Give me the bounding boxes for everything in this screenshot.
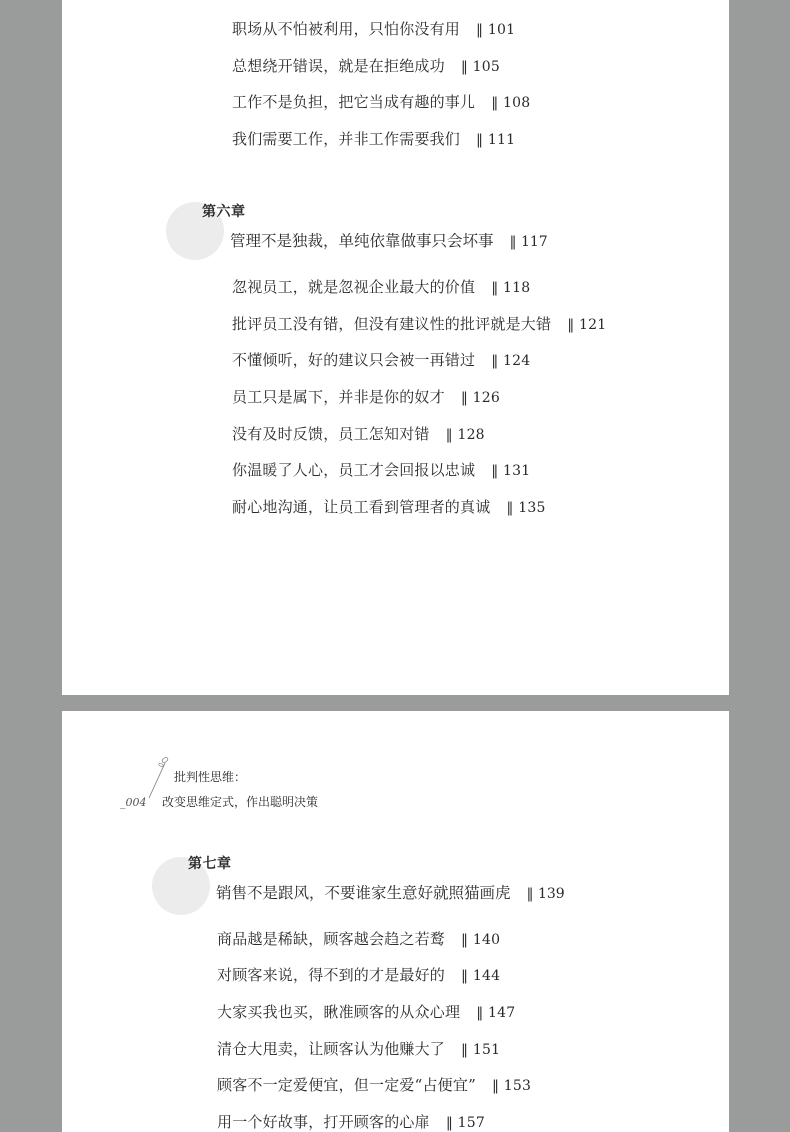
toc-entry-title: 职场从不怕被利用，只怕你没有用: [232, 20, 461, 38]
toc-entry-page: ‖ 101: [476, 22, 516, 38]
toc-entry[interactable]: [232, 129, 515, 150]
toc-entry[interactable]: [217, 929, 500, 950]
toc-entry[interactable]: [217, 1075, 531, 1096]
toc-entry-page: ‖ 140: [461, 932, 501, 948]
sprout-icon: [146, 755, 170, 799]
toc-entry[interactable]: [217, 965, 500, 986]
toc-entry-title: 不懂倾听，好的建议只会被一再错过: [232, 351, 476, 369]
toc-entry-page: ‖ 144: [461, 968, 501, 984]
toc-entry-title: 你温暖了人心，员工才会回报以忠诚: [232, 461, 476, 479]
toc-entry[interactable]: [232, 277, 530, 298]
book-page-upper: [62, 0, 729, 695]
toc-entry[interactable]: [232, 497, 546, 518]
toc-entry[interactable]: [232, 56, 500, 77]
page-number: _004: [120, 796, 147, 809]
toc-entry-page: ‖ 153: [491, 1078, 532, 1094]
chapter-label: 第七章: [188, 856, 232, 872]
toc-entry-page: ‖ 105: [460, 59, 500, 75]
toc-entry-page: ‖ 135: [506, 500, 546, 516]
toc-entry-title: 忽视员工，就是忽视企业最大的价值: [232, 278, 476, 296]
toc-entry-page: ‖ 157: [445, 1115, 485, 1131]
toc-entry-title: 大家买我也买，瞅准顾客的从众心理: [217, 1003, 461, 1021]
toc-entry-title: 商品越是稀缺，顾客越会趋之若鹜: [217, 930, 446, 948]
toc-entry-page: ‖ 131: [491, 463, 531, 479]
toc-entry[interactable]: [217, 1039, 500, 1060]
toc-entry-title: 员工只是属下，并非是你的奴才: [232, 388, 445, 406]
running-header-subtitle: 改变思维定式，作出聪明决策: [162, 795, 319, 809]
chapter-title[interactable]: [216, 883, 565, 904]
running-header-title: 批判性思维：: [174, 770, 247, 784]
chapter-title-page: ‖ 139: [526, 886, 565, 902]
book-page-lower: [62, 711, 729, 1132]
toc-entry-title: 批评员工没有错，但没有建议性的批评就是大错: [232, 315, 552, 333]
toc-entry[interactable]: [232, 314, 606, 335]
toc-entry[interactable]: [232, 460, 530, 481]
toc-entry-title: 耐心地沟通，让员工看到管理者的真诚: [232, 498, 491, 516]
toc-entry-page: ‖ 128: [445, 427, 485, 443]
toc-entry-title: 用一个好故事，打开顾客的心扉: [217, 1113, 430, 1131]
toc-entry-page: ‖ 147: [476, 1005, 516, 1021]
toc-entry-title: 清仓大甩卖，让顾客认为他赚大了: [217, 1040, 446, 1058]
toc-entry-page: ‖ 108: [491, 95, 531, 111]
toc-entry-title: 总想绕开错误，就是在拒绝成功: [232, 57, 445, 75]
toc-entry-title: 顾客不一定爱便宜，但一定爱“占便宜”: [217, 1076, 476, 1094]
toc-entry-title: 工作不是负担，把它当成有趣的事儿: [232, 93, 476, 111]
toc-entry[interactable]: [232, 387, 500, 408]
toc-entry-page: ‖ 126: [460, 390, 500, 406]
toc-entry[interactable]: [217, 1002, 515, 1023]
chapter-label: 第六章: [202, 204, 246, 220]
toc-entry-page: ‖ 124: [491, 353, 531, 369]
toc-entry[interactable]: [232, 92, 530, 113]
toc-entry[interactable]: [232, 350, 530, 371]
toc-entry-page: ‖ 118: [491, 280, 531, 296]
toc-entry-page: ‖ 111: [476, 132, 516, 148]
toc-entry-title: 没有及时反馈，员工怎知对错: [232, 425, 430, 443]
toc-entry-title: 对顾客来说，得不到的才是最好的: [217, 966, 446, 984]
chapter-title[interactable]: [230, 231, 548, 252]
chapter-title-text: 管理不是独裁，单纯依靠做事只会坏事: [230, 232, 494, 250]
toc-entry-title: 我们需要工作，并非工作需要我们: [232, 130, 461, 148]
toc-entry-page: ‖ 151: [461, 1042, 501, 1058]
toc-entry-page: ‖ 121: [567, 317, 607, 333]
toc-entry[interactable]: [217, 1112, 485, 1132]
chapter-title-page: ‖ 117: [509, 234, 548, 250]
chapter-title-text: 销售不是跟风，不要谁家生意好就照猫画虎: [216, 884, 511, 902]
toc-entry[interactable]: [232, 424, 485, 445]
toc-entry[interactable]: [232, 19, 515, 40]
